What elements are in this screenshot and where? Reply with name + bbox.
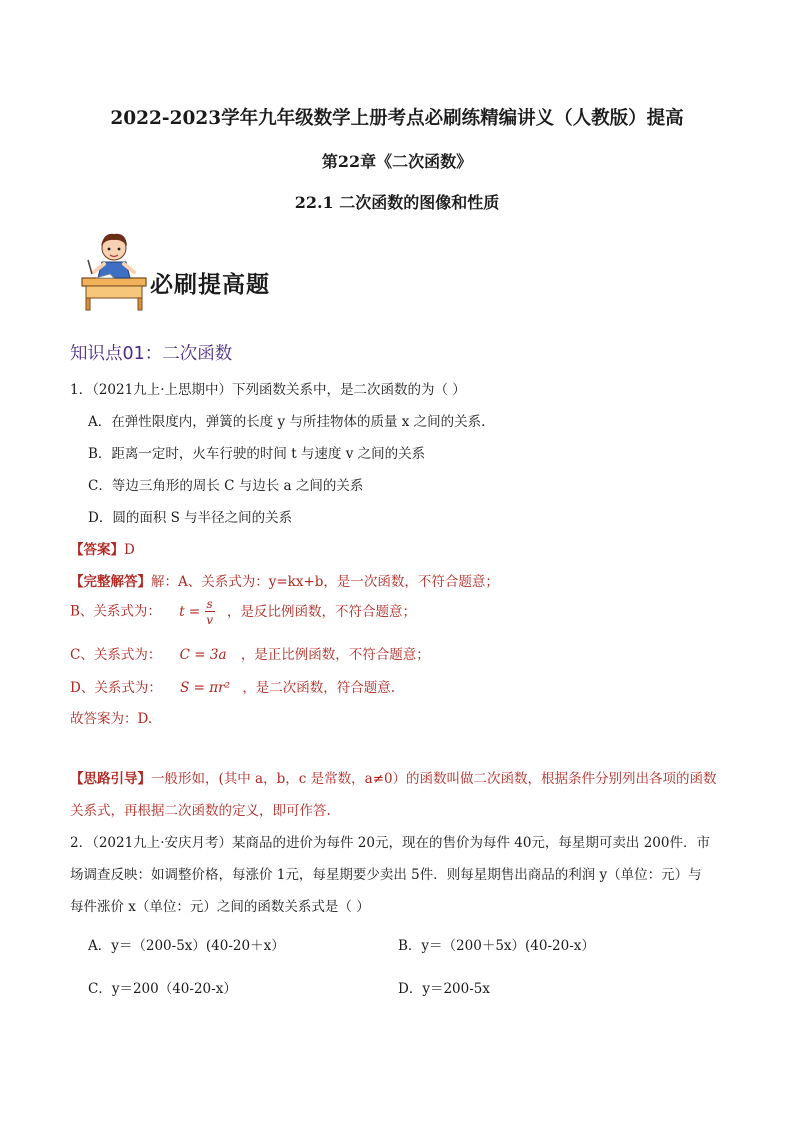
solution-b-prefix: B、关系式为：: [70, 603, 161, 620]
idea-label: 【思路引导】: [70, 771, 151, 787]
solution-label: 【完整解答】: [70, 574, 151, 590]
solution-b-suffix: ，是反比例函数，不符合题意；: [227, 603, 417, 620]
fraction-numerator: s: [206, 597, 213, 611]
section-title: 22.1 二次函数的图像和性质: [294, 193, 500, 212]
question-1-option-c: C．等边三角形的周长 C 与边长 a 之间的关系: [88, 478, 364, 494]
question-2-line-1: 2．（2021九上·安庆月考）某商品的进价为每件 20元，现在的售价为每件 40元，每星期可卖出 200件．市: [70, 835, 710, 851]
question-2-line-3: 每件涨价 x（单位：元）之间的函数关系式是（ ）: [70, 899, 370, 915]
idea-line-2: 关系式，再根据二次函数的定义，即可作答.: [70, 803, 331, 819]
answer-label: 【答案】: [70, 542, 124, 558]
student-at-desk-illustration: [78, 228, 154, 312]
banner-label: 必刷提高题: [150, 271, 270, 298]
question-1-option-a: A．在弹性限度内，弹簧的长度 y 与所挂物体的质量 x 之间的关系.: [88, 414, 486, 430]
idea-text-1: 一般形如，(其中 a，b，c 是常数，a≠0）的函数叫做二次函数，根据条件分别列出各项的函数: [151, 771, 717, 787]
document-title: 2022-2023学年九年级数学上册考点必刷练精编讲义（人教版）提高: [110, 108, 684, 129]
solution-b-lhs: t =: [179, 603, 201, 620]
question-1-stem: 1．（2021九上·上思期中）下列函数关系中，是二次函数的为（ ）: [70, 382, 466, 398]
fraction-denominator: v: [206, 613, 214, 627]
question-2-option-b: B．y＝（200＋5x）(40-20-x）: [398, 938, 595, 954]
question-2-option-c: C．y＝200（40-20-x）: [88, 981, 237, 997]
question-1-option-d: D．圆的面积 S 与半径之间的关系: [88, 510, 293, 526]
idea-line-1: [70, 767, 717, 787]
solution-d-suffix: ，是二次函数，符合题意.: [242, 680, 396, 696]
solution-b-fraction: [205, 598, 215, 626]
question-1-option-b: B．距离一定时，火车行驶的时间 t 与速度 v 之间的关系: [88, 446, 426, 462]
solution-c-suffix: ，是正比例函数，不符合题意；: [240, 647, 430, 663]
solution-conclusion: 故答案为：D.: [70, 711, 153, 727]
knowledge-point-heading: 知识点01：二次函数: [70, 344, 233, 364]
question-2-option-d: D．y＝200-5x: [398, 981, 490, 997]
solution-line-c: [70, 643, 430, 663]
answer-value: D: [124, 542, 135, 558]
question-2-option-a: A．y＝（200-5x）(40-20＋x）: [88, 938, 285, 954]
question-2-line-2: 场调查反映：如调整价格，每涨价 1元，每星期要少卖出 5件．则每星期售出商品的利润 y（单位：元）与: [70, 867, 702, 883]
answer-line: [70, 538, 135, 558]
banner: [78, 228, 270, 316]
solution-c-prefix: C、关系式为：: [70, 647, 162, 663]
solution-line-d: [70, 676, 395, 696]
solution-d-formula: S = πr²: [180, 680, 231, 696]
solution-d-prefix: D、关系式为：: [70, 680, 162, 696]
solution-c-formula: C = 3a: [179, 647, 227, 663]
solution-a-text: 解：A、关系式为：y=kx+b，是一次函数，不符合题意；: [151, 574, 499, 590]
solution-line-b: [70, 598, 416, 626]
chapter-title: 第22章《二次函数》: [321, 152, 473, 171]
solution-line-a: [70, 570, 499, 590]
